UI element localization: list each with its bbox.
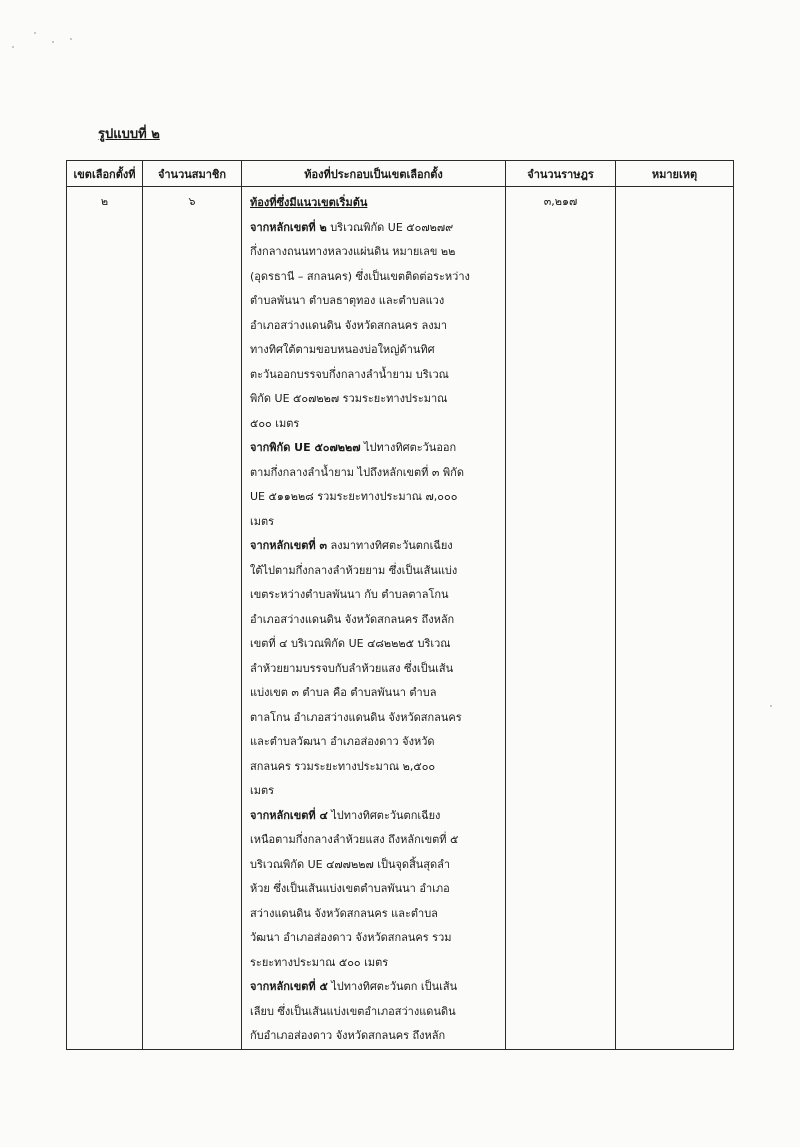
area-line	[250, 804, 497, 829]
area-line	[250, 608, 497, 633]
area-line	[250, 534, 497, 559]
area-line-text: เมตร	[250, 784, 275, 797]
area-line-text: บริเวณพิกัด UE ๕๐๗๒๗๙	[326, 220, 454, 234]
area-line	[250, 461, 497, 486]
area-line-text: บริเวณพิกัด UE ๔๗๗๒๒๗ เป็นจุดสิ้นสุดลำ	[250, 857, 451, 871]
area-line	[250, 730, 497, 755]
area-line	[250, 1024, 497, 1049]
area-line	[250, 265, 497, 290]
area-line	[250, 485, 497, 510]
area-line	[250, 779, 497, 804]
area-line	[250, 902, 497, 927]
area-line-text: และตำบลวัฒนา อำเภอส่องดาว จังหวัด	[250, 735, 435, 748]
area-line-text: กึ่งกลางถนนทางหลวงแผ่นดิน หมายเลข ๒๒	[250, 245, 456, 258]
area-line-text: ระยะทางประมาณ ๕๐๐ เมตร	[250, 955, 389, 969]
area-line	[250, 363, 497, 388]
header-population: จำนวนราษฎร	[506, 161, 616, 187]
area-line-text: ท้องที่ซึ่งมีแนวเขตเริ่มต้น	[250, 196, 368, 209]
area-line-text: เขตระหว่างตำบลพันนา กับ ตำบลตาลโกน	[250, 588, 449, 601]
area-line	[250, 338, 497, 363]
area-line-text: ลงมาทางทิศตะวันตกเฉียง	[326, 539, 453, 552]
area-line	[250, 681, 497, 706]
area-line-text: เหนือตามกึ่งกลางลำห้วยแสง ถึงหลักเขตที่ ๕	[250, 833, 459, 846]
boundary-lead: จากพิกัด UE ๕๐๗๒๒๗	[250, 441, 361, 454]
area-line	[250, 1000, 497, 1025]
table-header-row	[67, 161, 734, 187]
boundary-lead: จากหลักเขตที่ ๒	[250, 220, 327, 234]
area-line-text: เขตที่ ๔ บริเวณพิกัด UE ๔๘๒๒๒๕ บริเวณ	[250, 637, 451, 650]
cell-district: ๒	[67, 187, 143, 1050]
area-line	[250, 657, 497, 682]
electoral-district-table	[66, 160, 734, 1050]
area-line	[250, 975, 497, 1000]
area-line-text: อำเภอสว่างแดนดิน จังหวัดสกลนคร ถึงหลัก	[250, 612, 455, 626]
area-line-text: แบ่งเขต ๓ ตำบล คือ ตำบลพันนา ตำบล	[250, 686, 437, 699]
form-label: รูปแบบที่ ๒	[98, 127, 160, 142]
cell-area-description	[242, 187, 506, 1050]
area-line-text: (อุดรธานี – สกลนคร) ซึ่งเป็นเขตติดต่อระหว่าง	[250, 269, 470, 283]
area-line-text: ใต้ไปตามกึ่งกลางลำห้วยยาม ซึ่งเป็นเส้นแบ่ง	[250, 563, 458, 577]
scan-speck	[34, 32, 36, 34]
area-line	[250, 755, 497, 780]
area-line	[250, 412, 497, 437]
area-line-text: ตาลโกน อำเภอสว่างแดนดิน จังหวัดสกลนคร	[250, 710, 462, 724]
scan-speck	[70, 38, 72, 40]
area-line-text: สว่างแดนดิน จังหวัดสกลนคร และตำบล	[250, 906, 438, 920]
area-line	[250, 632, 497, 657]
header-area: ท้องที่ประกอบเป็นเขตเลือกตั้ง	[242, 161, 506, 187]
area-line	[250, 191, 497, 216]
cell-members: ๖	[143, 187, 242, 1050]
area-line	[250, 951, 497, 976]
header-members: จำนวนสมาชิก	[143, 161, 242, 187]
cell-remark	[616, 187, 734, 1050]
area-line	[250, 926, 497, 951]
area-line	[250, 240, 497, 265]
area-line	[250, 387, 497, 412]
area-line-text: ทางทิศใต้ตามขอบหนองบ่อใหญ่ด้านทิศ	[250, 343, 435, 356]
scan-speck	[770, 705, 772, 707]
scan-speck	[12, 46, 14, 48]
area-line-text: วัฒนา อำเภอส่องดาว จังหวัดสกลนคร รวม	[250, 931, 452, 944]
area-line-text: ไปทางทิศตะวันตกเฉียง	[327, 808, 441, 822]
area-line-text: พิกัด UE ๕๐๗๒๒๗ รวมระยะทางประมาณ	[250, 392, 448, 405]
area-line-text: ไปทางทิศตะวันตก เป็นเส้น	[327, 980, 458, 993]
area-line-text: อำเภอสว่างแดนดิน จังหวัดสกลนคร ลงมา	[250, 318, 448, 332]
header-district: เขตเลือกตั้งที่	[67, 161, 143, 187]
area-line-text: เมตร	[250, 514, 275, 528]
area-line	[250, 583, 497, 608]
header-remark: หมายเหตุ	[616, 161, 734, 187]
area-line-text: ไปทางทิศตะวันออก	[360, 441, 457, 454]
area-description	[250, 191, 497, 1049]
cell-population: ๓,๒๑๗	[506, 187, 616, 1050]
boundary-lead: จากหลักเขตที่ ๕	[250, 980, 328, 993]
area-line-text: ตามกึ่งกลางลำน้ำยาม ไปถึงหลักเขตที่ ๓ พิกัด	[250, 465, 464, 479]
area-line-text: สกลนคร รวมระยะทางประมาณ ๒,๕๐๐	[250, 759, 436, 773]
area-line	[250, 853, 497, 878]
area-line-text: ตำบลพันนา ตำบลธาตุทอง และตำบลแวง	[250, 294, 445, 307]
area-line	[250, 877, 497, 902]
area-line	[250, 706, 497, 731]
table-row	[67, 187, 734, 1050]
area-line	[250, 510, 497, 535]
area-line	[250, 559, 497, 584]
area-line-text: เลียบ ซึ่งเป็นเส้นแบ่งเขตอำเภอสว่างแดนดิน	[250, 1004, 456, 1018]
area-line-text: กับอำเภอส่องดาว จังหวัดสกลนคร ถึงหลัก	[250, 1029, 446, 1042]
area-line-text: ตะวันออกบรรจบกึ่งกลางลำน้ำยาม บริเวณ	[250, 367, 449, 381]
area-line-text: UE ๕๑๑๒๒๘ รวมระยะทางประมาณ ๗,๐๐๐	[250, 490, 458, 503]
area-line-text: ห้วย ซึ่งเป็นเส้นแบ่งเขตตำบลพันนา อำเภอ	[250, 882, 450, 895]
area-line	[250, 289, 497, 314]
area-line	[250, 216, 497, 241]
area-line	[250, 828, 497, 853]
area-line	[250, 314, 497, 339]
area-line-text: ๕๐๐ เมตร	[250, 416, 300, 430]
boundary-lead: จากหลักเขตที่ ๔	[250, 808, 328, 822]
area-line	[250, 436, 497, 461]
scan-speck	[52, 41, 54, 43]
area-line-text: ลำห้วยยามบรรจบกับลำห้วยแสง ซึ่งเป็นเส้น	[250, 661, 454, 675]
boundary-lead: จากหลักเขตที่ ๓	[250, 539, 327, 552]
